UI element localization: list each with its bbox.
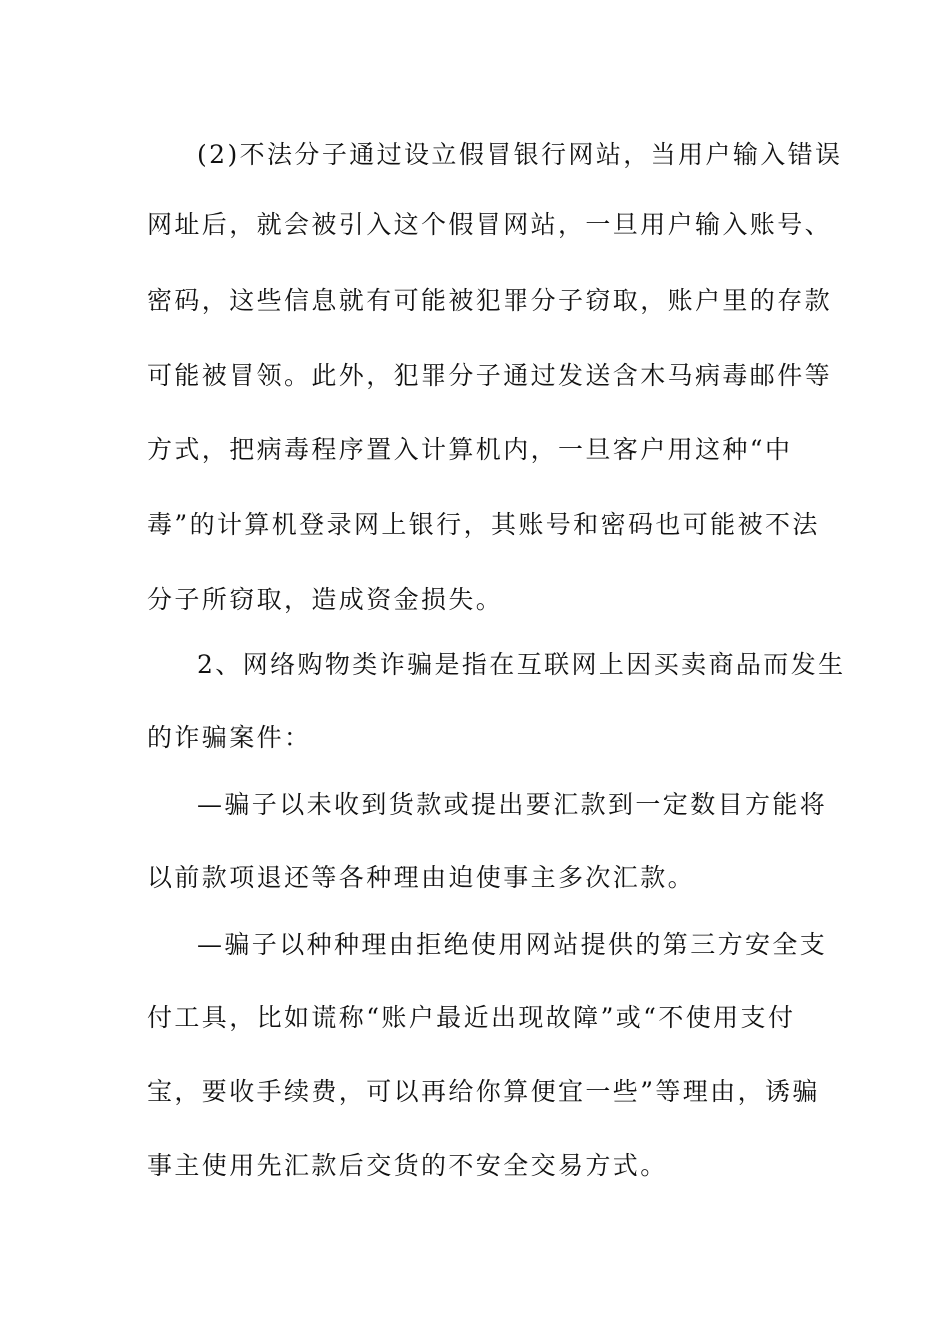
- text-line: 2、网络购物类诈骗是指在互联网上因买卖商品而发生: [197, 650, 846, 679]
- text-line: 网址后，就会被引入这个假冒网站，一旦用户输入账号、: [147, 210, 833, 239]
- text-line: (2)不法分子通过设立假冒银行网站，当用户输入错误: [197, 140, 843, 169]
- text-line: 分子所窃取，造成资金损失。: [147, 585, 504, 614]
- text-line: 可能被冒领。此外，犯罪分子通过发送含木马病毒邮件等: [147, 361, 833, 390]
- text-line: 宝，要收手续费，可以再给你算便宜一些”等理由，诱骗: [147, 1077, 820, 1106]
- text-line: 密码，这些信息就有可能被犯罪分子窃取，账户里的存款: [147, 286, 833, 315]
- text-line: 事主使用先汇款后交货的不安全交易方式。: [147, 1151, 668, 1180]
- text-line: 付工具，比如谎称“账户最近出现故障”或“不使用支付: [147, 1003, 796, 1032]
- text-line: 的诈骗案件：: [147, 723, 312, 752]
- text-line: 方式，把病毒程序置入计算机内，一旦客户用这种“中: [147, 435, 793, 464]
- text-line: 以前款项退还等各种理由迫使事主多次汇款。: [147, 863, 696, 892]
- text-line: 毒”的计算机登录网上银行，其账号和密码也可能被不法: [147, 510, 820, 539]
- text-line: —骗子以种种理由拒绝使用网站提供的第三方安全支: [197, 930, 828, 959]
- text-line: —骗子以未收到货款或提出要汇款到一定数目方能将: [197, 790, 828, 819]
